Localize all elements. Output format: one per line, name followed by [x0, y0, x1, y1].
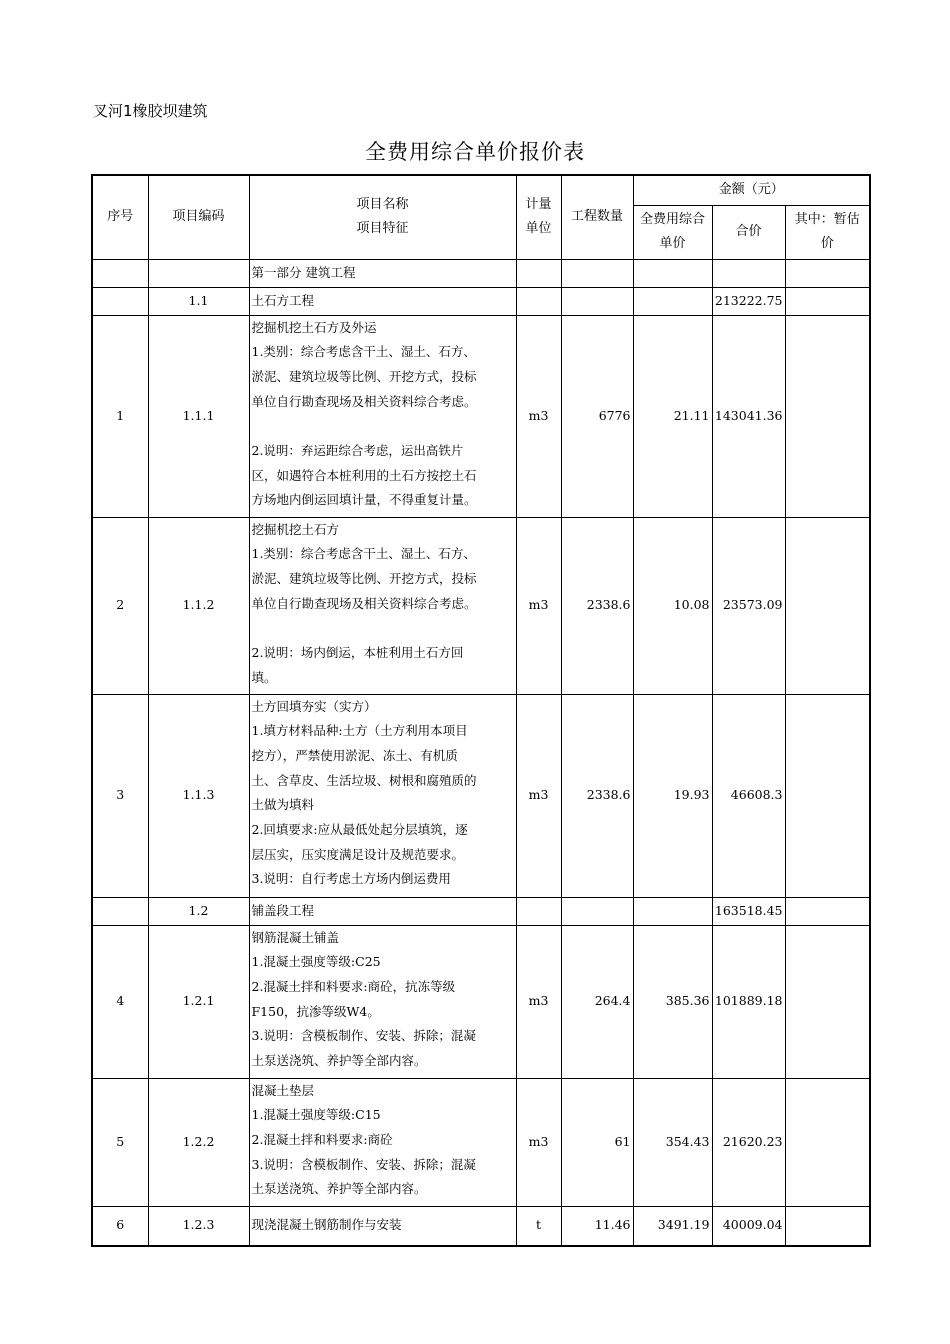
table-title: 全费用综合单价报价表 — [365, 140, 585, 164]
row-total: 101889.18 — [712, 925, 785, 1078]
desc-line: 1.填方材料品种:土方（土方利用本项目 — [251, 723, 468, 739]
header-unit-price-line1: 全费用综合 — [639, 212, 705, 227]
section-total: 163518.45 — [712, 897, 785, 925]
header-seq: 序号 — [92, 175, 148, 259]
desc-line: 3.说明：含模板制作、安装、拆除；混凝 — [251, 1156, 476, 1172]
header-unit-line2: 单位 — [525, 221, 552, 237]
row-total: 46608.3 — [712, 694, 785, 897]
section-name: 铺盖段工程 — [249, 897, 516, 925]
table-row — [92, 287, 870, 315]
desc-line: 3.说明：含模板制作、安装、拆除；混凝 — [251, 1028, 476, 1044]
desc-line — [252, 616, 514, 641]
desc-line: 2.混凝土拌和料要求:商砼 — [251, 1131, 393, 1147]
row-provisional — [785, 694, 870, 897]
row-description — [249, 694, 516, 897]
row-unit: t — [516, 1206, 561, 1246]
row-qty: 264.4 — [561, 925, 633, 1078]
desc-line: 土泵送浇筑、养护等全部内容。 — [251, 1053, 427, 1069]
row-unit: m3 — [516, 315, 561, 517]
row-qty: 6776 — [561, 315, 633, 517]
desc-line: 层压实，压实度满足设计及规范要求。 — [251, 846, 465, 862]
header-qty: 工程数量 — [561, 175, 633, 259]
row-total: 23573.09 — [712, 517, 785, 694]
header-provisional-line1: 其中：暂估 — [794, 212, 860, 227]
row-qty: 61 — [561, 1078, 633, 1206]
desc-line: 土做为填料 — [251, 797, 315, 813]
table-row — [92, 897, 870, 925]
table-row — [92, 925, 870, 1078]
header-unit-price-line2: 单价 — [659, 236, 686, 251]
desc-line: 淤泥、建筑垃圾等比例、开挖方式，投标 — [251, 570, 477, 586]
row-code: 1.2.1 — [148, 925, 249, 1078]
row-seq: 6 — [92, 1206, 148, 1246]
row-unit-price: 10.08 — [633, 517, 712, 694]
section-code: 1.2 — [148, 897, 249, 925]
row-code: 1.2.2 — [148, 1078, 249, 1206]
header-name — [249, 175, 516, 259]
desc-line: 1.混凝土强度等级:C25 — [251, 954, 381, 970]
desc-line: 1.类别：综合考虑含干土、湿土、石方、 — [251, 546, 476, 562]
desc-line: 2.回填要求:应从最低处起分层填筑，逐 — [251, 822, 468, 838]
row-total: 40009.04 — [712, 1206, 785, 1246]
desc-line: 填。 — [251, 669, 277, 685]
desc-line: 2.说明：弃运距综合考虑，运出高铁片 — [251, 443, 464, 458]
table-row — [92, 259, 870, 287]
row-unit: m3 — [516, 694, 561, 897]
desc-line: 钢筋混凝土铺盖 — [251, 929, 340, 945]
header-unit-price — [633, 205, 712, 259]
desc-line: 土方回填夯实（实方） — [251, 698, 377, 714]
row-provisional — [785, 1206, 870, 1246]
desc-line: 土、含草皮、生活垃圾、树根和腐殖质的 — [251, 772, 477, 788]
project-name: 叉河1橡胶坝建筑 — [93, 102, 208, 120]
desc-line: 淤泥、建筑垃圾等比例、开挖方式，投标 — [251, 368, 477, 384]
desc-line — [252, 414, 514, 439]
desc-line: 单位自行勘查现场及相关资料综合考虑。 — [251, 393, 477, 409]
desc-line: 2.混凝土拌和料要求:商砼，抗冻等级 — [251, 978, 456, 994]
section-code: 1.1 — [148, 287, 249, 315]
desc-line: 挖掘机挖土石方 — [251, 521, 340, 537]
row-seq: 3 — [92, 694, 148, 897]
header-total: 合价 — [712, 205, 785, 259]
desc-line: 混凝土垫层 — [251, 1082, 315, 1098]
row-description — [249, 1078, 516, 1206]
header-provisional — [785, 205, 870, 259]
row-provisional — [785, 517, 870, 694]
section-name: 土石方工程 — [249, 287, 516, 315]
desc-line: 方场地内倒运回填计量，不得重复计量。 — [251, 492, 477, 508]
row-total: 21620.23 — [712, 1078, 785, 1206]
row-seq: 2 — [92, 517, 148, 694]
desc-line: 现浇混凝土钢筋制作与安装 — [251, 1217, 402, 1233]
row-description — [249, 1206, 516, 1246]
table-row — [92, 1206, 870, 1246]
table-row — [92, 517, 870, 694]
row-unit-price: 354.43 — [633, 1078, 712, 1206]
row-code: 1.1.1 — [148, 315, 249, 517]
row-description — [249, 925, 516, 1078]
part-name: 第一部分 建筑工程 — [249, 259, 516, 287]
row-provisional — [785, 925, 870, 1078]
row-provisional — [785, 1078, 870, 1206]
header-code: 项目编码 — [148, 175, 249, 259]
row-unit-price: 19.93 — [633, 694, 712, 897]
table-row — [92, 315, 870, 517]
header-unit-line1: 计量 — [525, 197, 552, 213]
row-code: 1.2.3 — [148, 1206, 249, 1246]
row-total: 143041.36 — [712, 315, 785, 517]
price-table — [91, 174, 871, 1247]
desc-line: 挖方），严禁使用淤泥、冻土、有机质 — [251, 747, 458, 763]
row-qty: 11.46 — [561, 1206, 633, 1246]
desc-line: 1.混凝土强度等级:C15 — [251, 1107, 381, 1123]
desc-line: 2.说明：场内倒运，本桩利用土石方回 — [251, 645, 464, 660]
table-row — [92, 694, 870, 897]
table-row — [92, 1078, 870, 1206]
desc-line: 3.说明：自行考虑土方场内倒运费用 — [251, 871, 451, 887]
row-unit-price: 385.36 — [633, 925, 712, 1078]
header-name-line2: 项目特征 — [356, 221, 409, 237]
desc-line: 区，如遇符合本桩利用的土石方按挖土石 — [251, 467, 477, 483]
row-code: 1.1.2 — [148, 517, 249, 694]
header-provisional-line2: 价 — [820, 236, 834, 251]
desc-line: 单位自行勘查现场及相关资料综合考虑。 — [251, 595, 477, 611]
header-unit — [516, 175, 561, 259]
row-seq: 5 — [92, 1078, 148, 1206]
row-code: 1.1.3 — [148, 694, 249, 897]
desc-line: 1.类别：综合考虑含干土、湿土、石方、 — [251, 344, 476, 360]
row-description — [249, 517, 516, 694]
desc-line: 土泵送浇筑、养护等全部内容。 — [251, 1181, 427, 1197]
row-unit: m3 — [516, 517, 561, 694]
section-total: 213222.75 — [712, 287, 785, 315]
row-qty: 2338.6 — [561, 694, 633, 897]
header-name-line1: 项目名称 — [356, 197, 409, 213]
row-unit-price: 3491.19 — [633, 1206, 712, 1246]
desc-line: F150，抗渗等级W4。 — [251, 1003, 380, 1019]
row-provisional — [785, 315, 870, 517]
row-seq: 1 — [92, 315, 148, 517]
row-seq: 4 — [92, 925, 148, 1078]
row-unit-price: 21.11 — [633, 315, 712, 517]
header-amount-group: 金额（元） — [633, 175, 870, 205]
row-unit: m3 — [516, 1078, 561, 1206]
row-qty: 2338.6 — [561, 517, 633, 694]
row-description — [249, 315, 516, 517]
desc-line: 挖掘机挖土石方及外运 — [251, 319, 377, 335]
row-unit: m3 — [516, 925, 561, 1078]
header-row-1 — [92, 175, 870, 205]
